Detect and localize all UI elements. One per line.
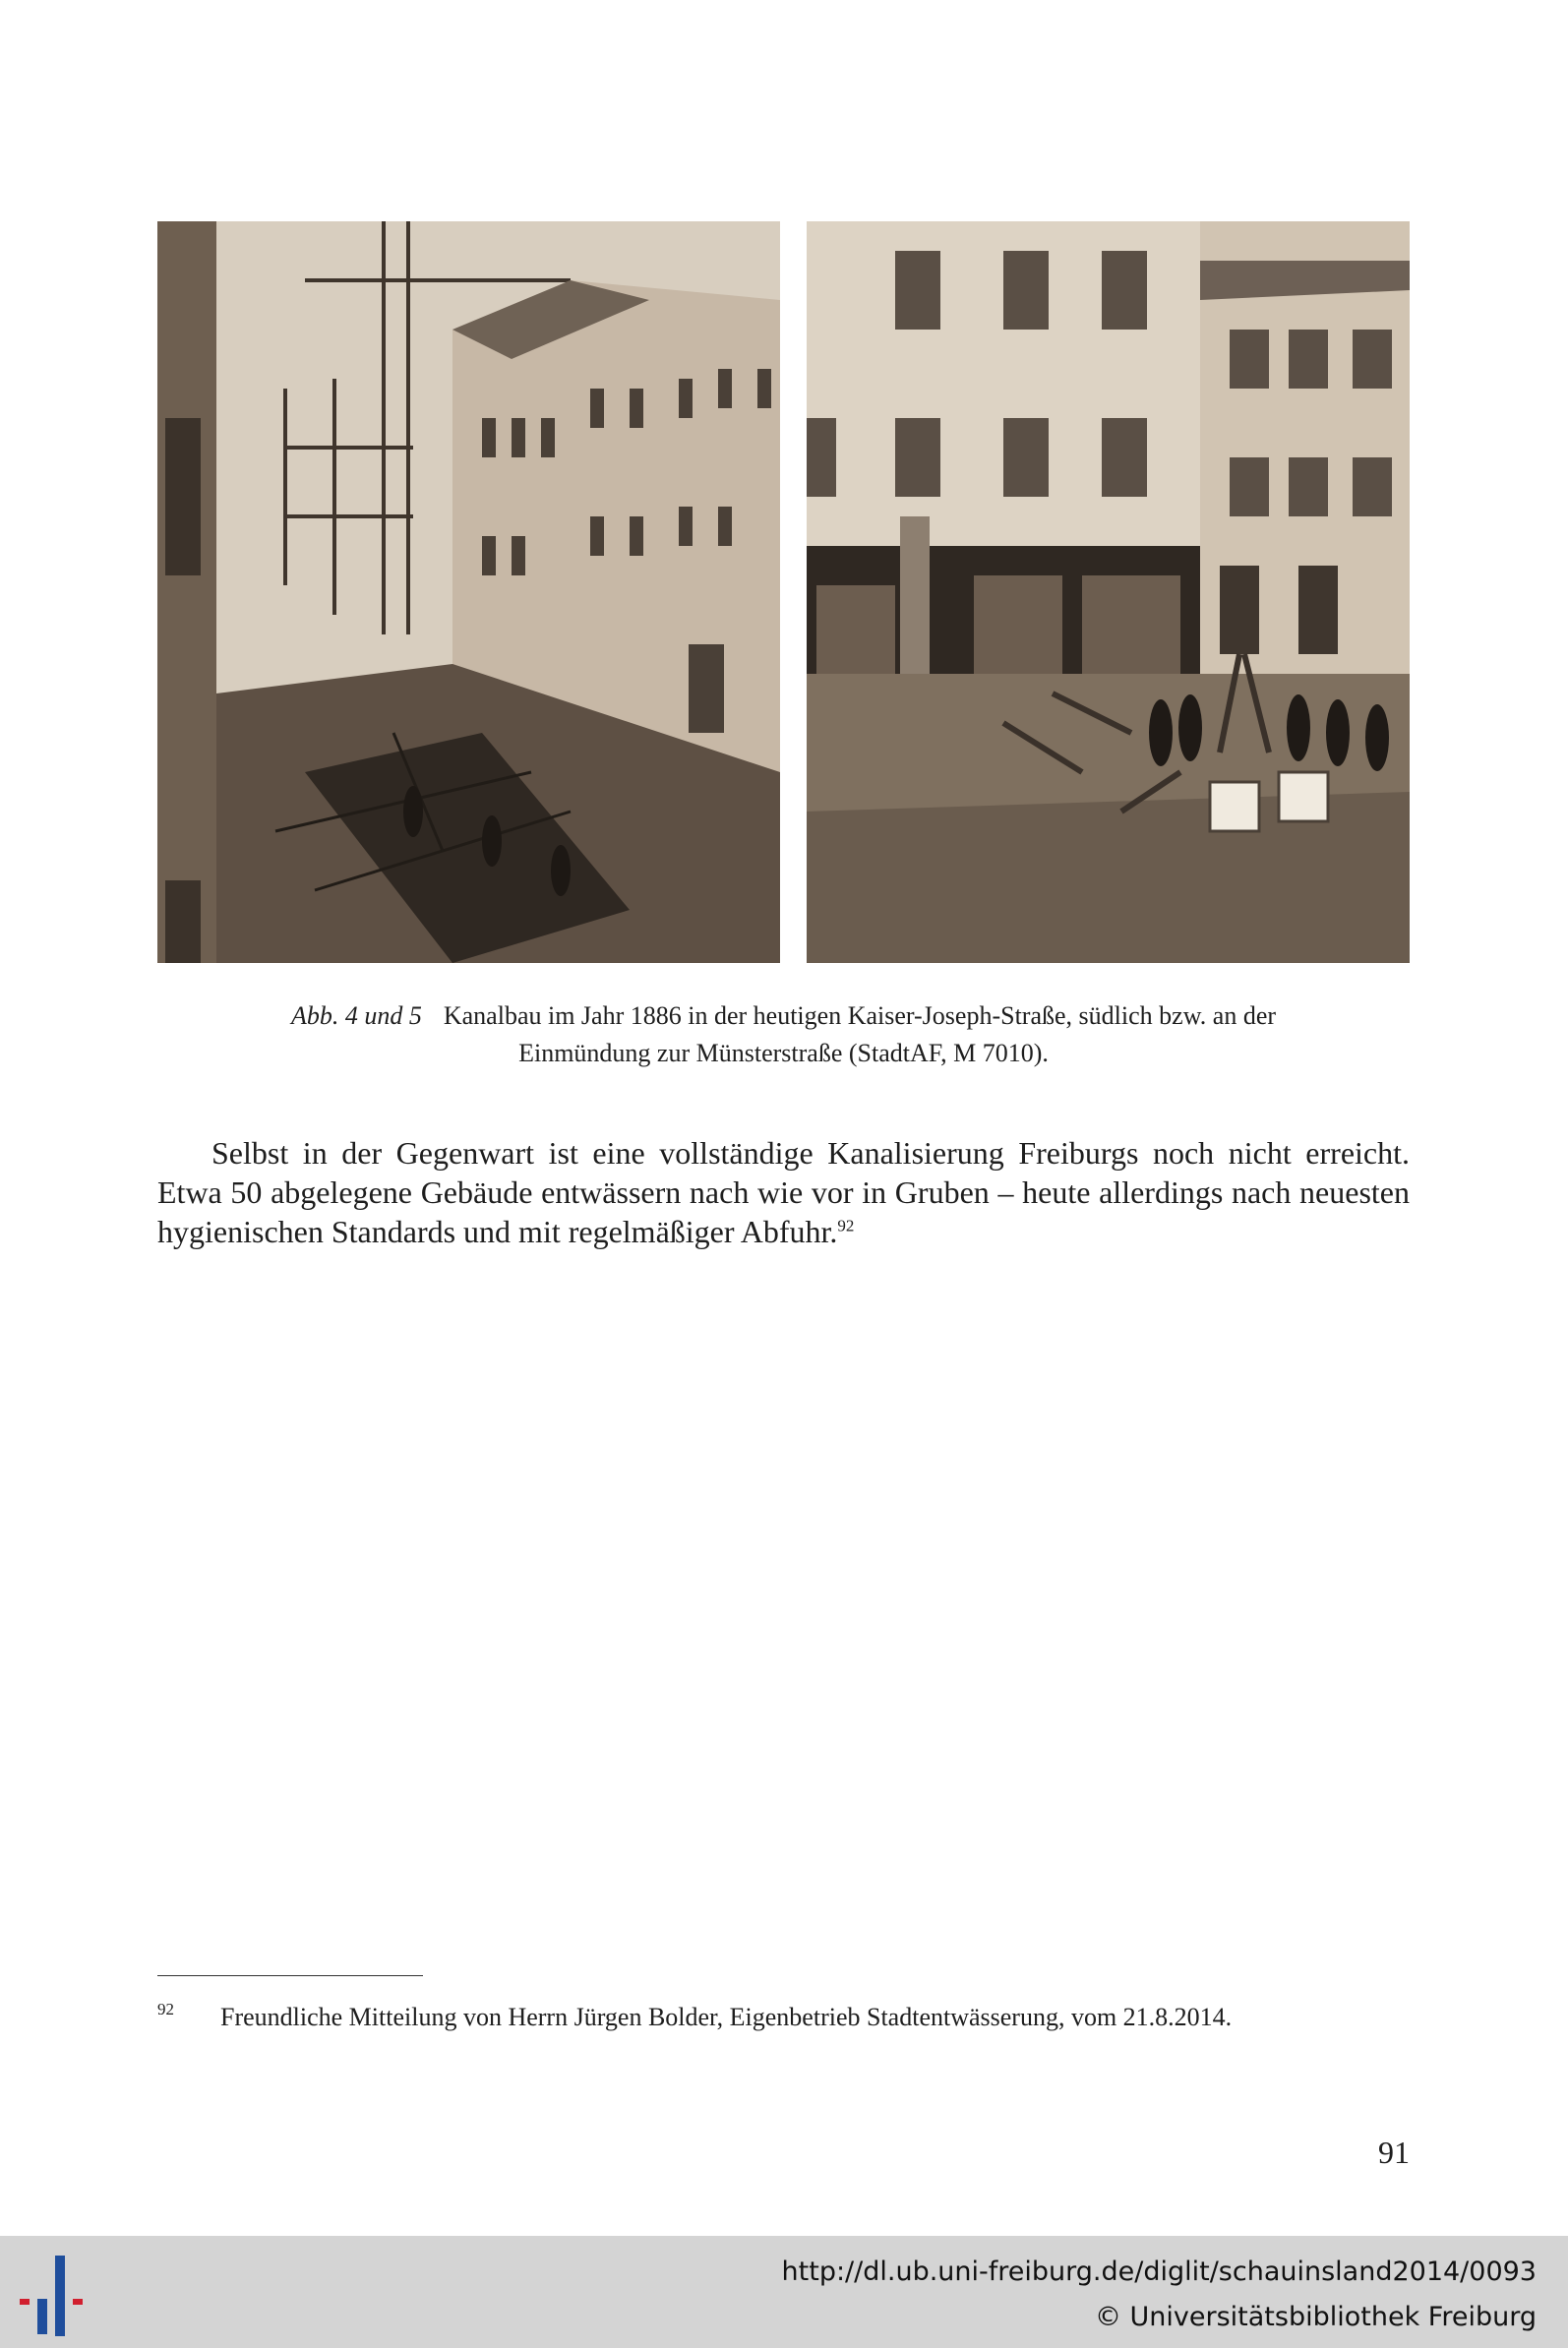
footnote-text: Freundliche Mitteilung von Herrn Jürgen Bolder, Eigenbetrieb Stadtentwässerung, vom 21.8.2014. (220, 2003, 1233, 2031)
footer-bar (0, 2236, 1568, 2348)
library-logo-icon (20, 2256, 100, 2336)
footnote-divider (157, 1975, 423, 1976)
footer-url-link[interactable]: http://dl.ub.uni-freiburg.de/diglit/schauinsland2014/0093 (781, 2257, 1537, 2287)
footer-copyright: © Universitätsbibliothek Freiburg (1094, 2302, 1537, 2332)
photo-right-illustration (807, 221, 1410, 963)
page-number: 91 (1378, 2135, 1410, 2170)
body-paragraph (157, 1133, 1410, 1251)
photo-left-illustration (157, 221, 780, 963)
body-paragraph-text: Selbst in der Gegenwart ist eine vollständige Kanalisierung Freiburgs noch nicht erreicht. Etwa 50 abgelegene Gebäude entwässern nach wie vor in Gruben – heute allerdings nach neuesten hygienischen Standards und mit regelmäßiger Abfuhr. (157, 1135, 1410, 1249)
footnote-number: 92 (157, 2000, 174, 2018)
photo-kanalbau-muensterstrasse (807, 221, 1410, 963)
footnote-reference[interactable]: 92 (837, 1216, 855, 1235)
caption-line-1 (157, 997, 1410, 1035)
caption-text-1: Kanalbau im Jahr 1886 in der heutigen Kaiser-Joseph-Straße, südlich bzw. an der (443, 1001, 1277, 1030)
figure-caption (157, 997, 1410, 1072)
caption-text-2: Einmündung zur Münsterstraße (StadtAF, M 7010). (518, 1039, 1049, 1067)
caption-label: Abb. 4 und 5 (290, 1001, 422, 1030)
photo-kanalbau-street (157, 221, 780, 963)
